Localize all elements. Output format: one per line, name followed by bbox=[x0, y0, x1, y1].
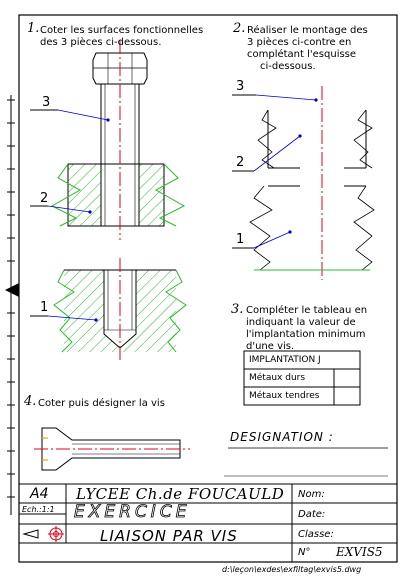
step1-number: 1. bbox=[27, 21, 40, 36]
table-row-soft-metals: Métaux tendres bbox=[249, 391, 320, 401]
title-type: EXERCICE bbox=[74, 502, 191, 522]
part-label-right-2: 2 bbox=[236, 155, 245, 170]
step1-text-line1: Coter les surfaces fonctionnelles bbox=[40, 25, 204, 36]
step2-number: 2. bbox=[233, 21, 246, 36]
title-number-label: N° bbox=[298, 547, 311, 558]
step2-text-line1: Réaliser le montage des bbox=[247, 25, 368, 36]
title-number-value: EXVIS5 bbox=[336, 545, 383, 559]
step3-text-line3: l'implantation minimum bbox=[246, 329, 366, 340]
title-nom-label: Nom: bbox=[298, 489, 325, 500]
title-school: LYCEE Ch.de FOUCAULD bbox=[76, 485, 285, 503]
title-subject: LIAISON PAR VIS bbox=[100, 527, 238, 545]
step3-text-line1: Compléter le tableau en bbox=[246, 305, 368, 316]
title-classe-label: Classe: bbox=[298, 529, 334, 540]
part-label-left-3: 3 bbox=[42, 95, 51, 110]
table-row-hard-metals: Métaux durs bbox=[249, 373, 306, 383]
file-path: d:\leçon\exdes\exfiltag\exvis5.dwg bbox=[222, 565, 362, 574]
step4-number: 4. bbox=[24, 394, 37, 409]
part-label-left-2: 2 bbox=[40, 191, 49, 206]
part-label-right-1: 1 bbox=[236, 232, 245, 247]
title-scale: Ech.:1:1 bbox=[22, 505, 55, 514]
title-date-label: Date: bbox=[298, 509, 326, 520]
step3-text-line4: d'une vis. bbox=[246, 341, 295, 352]
designation-label: DESIGNATION : bbox=[230, 430, 334, 444]
step4-text: Coter puis désigner la vis bbox=[38, 398, 165, 409]
step2-text-line4: ci-dessous. bbox=[260, 61, 316, 72]
step2-text-line3: complétant l'esquisse bbox=[247, 49, 357, 60]
table-header: IMPLANTATION J bbox=[249, 355, 321, 365]
left-ruler bbox=[7, 95, 15, 515]
part-label-left-1: 1 bbox=[40, 300, 49, 315]
step3-text-line2: indiquant la valeur de bbox=[246, 317, 356, 328]
title-format: A4 bbox=[30, 486, 49, 502]
centering-arrow bbox=[5, 283, 19, 297]
step3-number: 3. bbox=[231, 302, 244, 317]
part-label-right-3: 3 bbox=[236, 79, 245, 94]
projection-symbol-icon bbox=[24, 526, 64, 542]
step1-text-line2: des 3 pièces ci-dessous. bbox=[40, 37, 162, 48]
step2-text-line2: 3 pièces ci-contre en bbox=[247, 37, 352, 48]
